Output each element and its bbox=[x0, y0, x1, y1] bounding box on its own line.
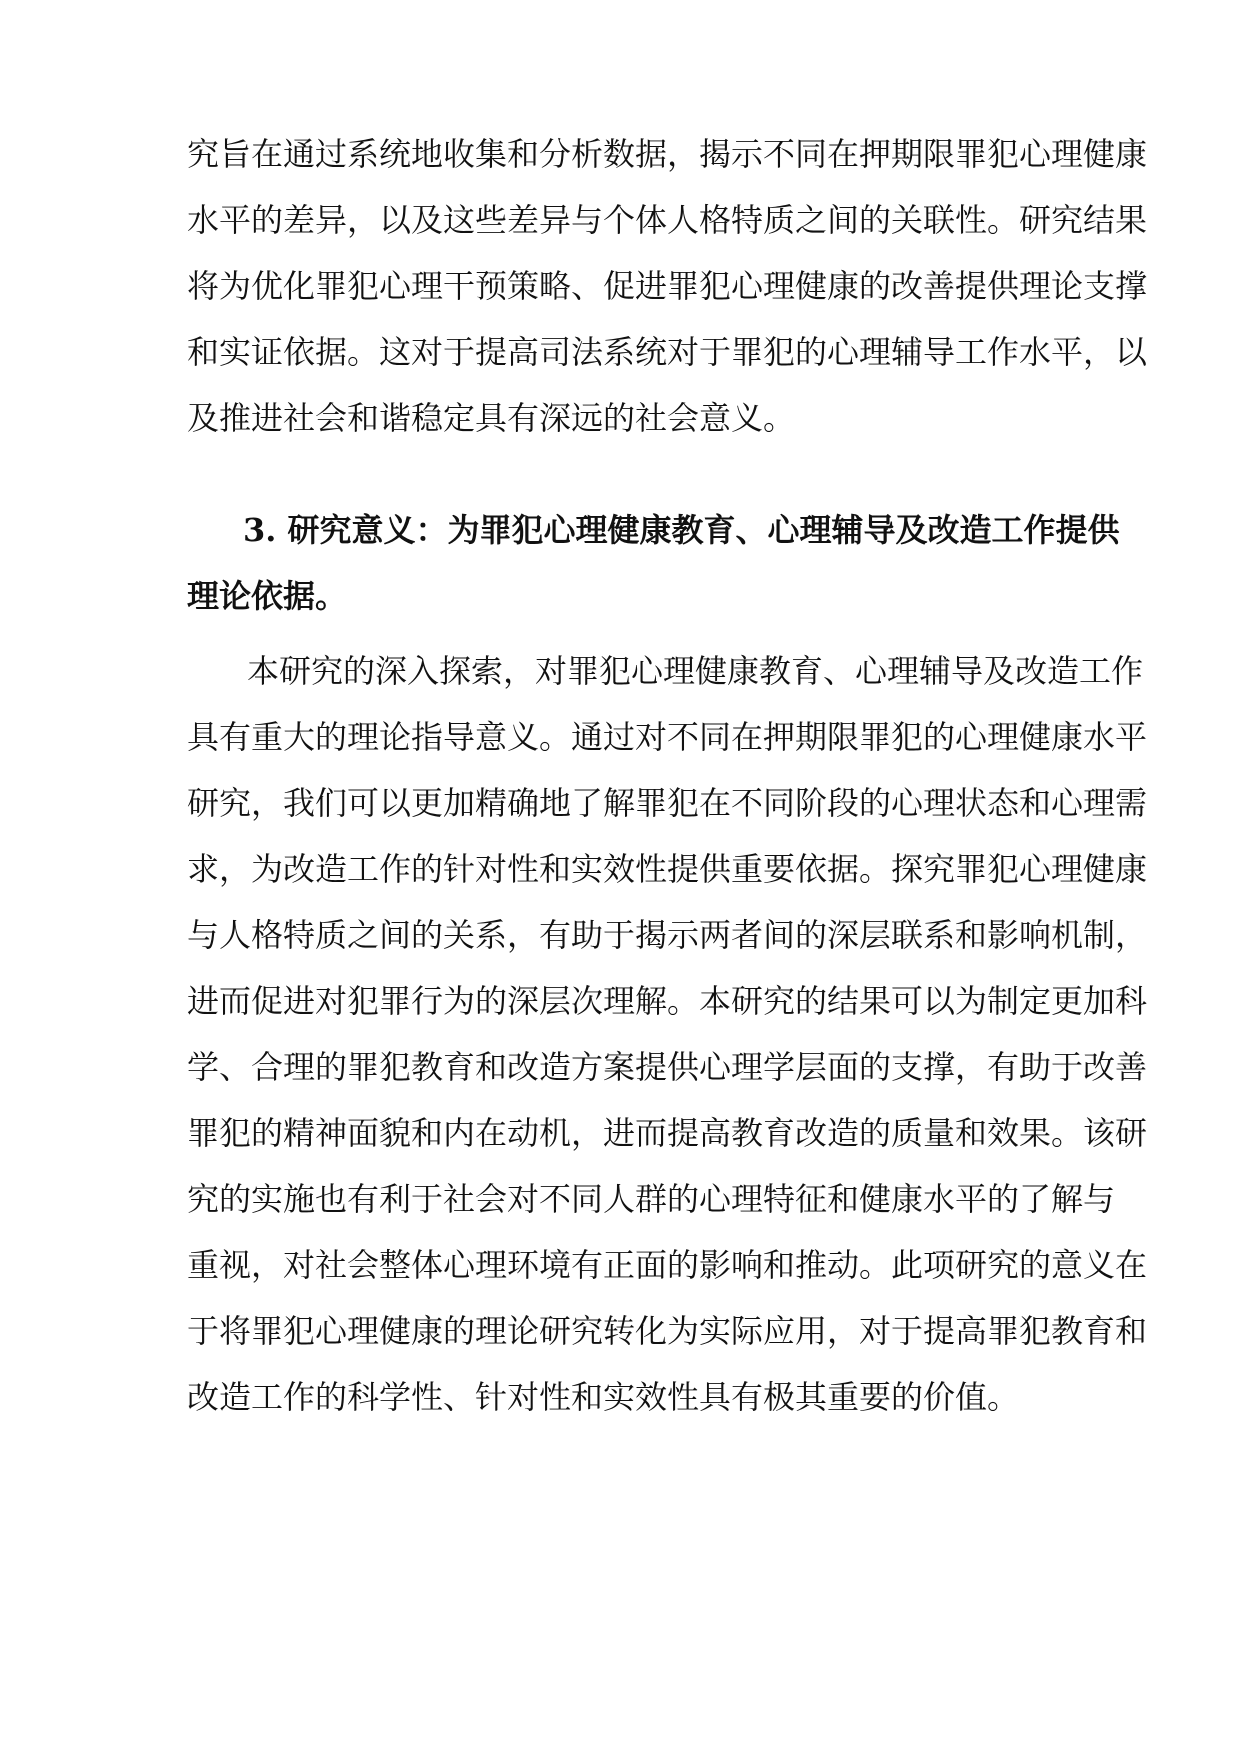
body-line-8: 罪犯的精神面貌和内在动机，进而提高教育改造的质量和效果。该研 bbox=[187, 1114, 1148, 1152]
body-line-6: 进而促进对犯罪行为的深层次理解。本研究的结果可以为制定更加科 bbox=[187, 982, 1148, 1020]
intro-line-2: 水平的差异，以及这些差异与个体人格特质之间的关联性。研究结果 bbox=[187, 201, 1148, 239]
intro-line-3: 将为优化罪犯心理干预策略、促进罪犯心理健康的改善提供理论支撑 bbox=[187, 267, 1148, 305]
body-line-7: 学、合理的罪犯教育和改造方案提供心理学层面的支撑，有助于改善 bbox=[187, 1048, 1148, 1086]
section-heading-line-1: 3. 研究意义：为罪犯心理健康教育、心理辅导及改造工作提供 bbox=[243, 511, 1120, 549]
intro-line-5: 及推进社会和谐稳定具有深远的社会意义。 bbox=[187, 399, 796, 437]
intro-line-4: 和实证依据。这对于提高司法系统对于罪犯的心理辅导工作水平，以 bbox=[187, 333, 1148, 371]
body-line-10: 重视，对社会整体心理环境有正面的影响和推动。此项研究的意义在 bbox=[187, 1246, 1148, 1284]
body-line-2: 具有重大的理论指导意义。通过对不同在押期限罪犯的心理健康水平 bbox=[187, 718, 1148, 756]
body-line-3: 研究，我们可以更加精确地了解罪犯在不同阶段的心理状态和心理需 bbox=[187, 784, 1148, 822]
intro-line-1: 究旨在通过系统地收集和分析数据，揭示不同在押期限罪犯心理健康 bbox=[187, 135, 1148, 173]
body-line-5: 与人格特质之间的关系，有助于揭示两者间的深层联系和影响机制， bbox=[187, 916, 1148, 954]
body-line-9: 究的实施也有利于社会对不同人群的心理特征和健康水平的了解与 bbox=[187, 1180, 1116, 1218]
body-line-12: 改造工作的科学性、针对性和实效性具有极其重要的价值。 bbox=[187, 1378, 1020, 1416]
body-line-1: 本研究的深入探索，对罪犯心理健康教育、心理辅导及改造工作 bbox=[247, 652, 1144, 690]
body-line-4: 求，为改造工作的针对性和实效性提供重要依据。探究罪犯心理健康 bbox=[187, 850, 1148, 888]
body-line-11: 于将罪犯心理健康的理论研究转化为实际应用，对于提高罪犯教育和 bbox=[187, 1312, 1148, 1350]
section-heading-line-2: 理论依据。 bbox=[187, 577, 348, 615]
